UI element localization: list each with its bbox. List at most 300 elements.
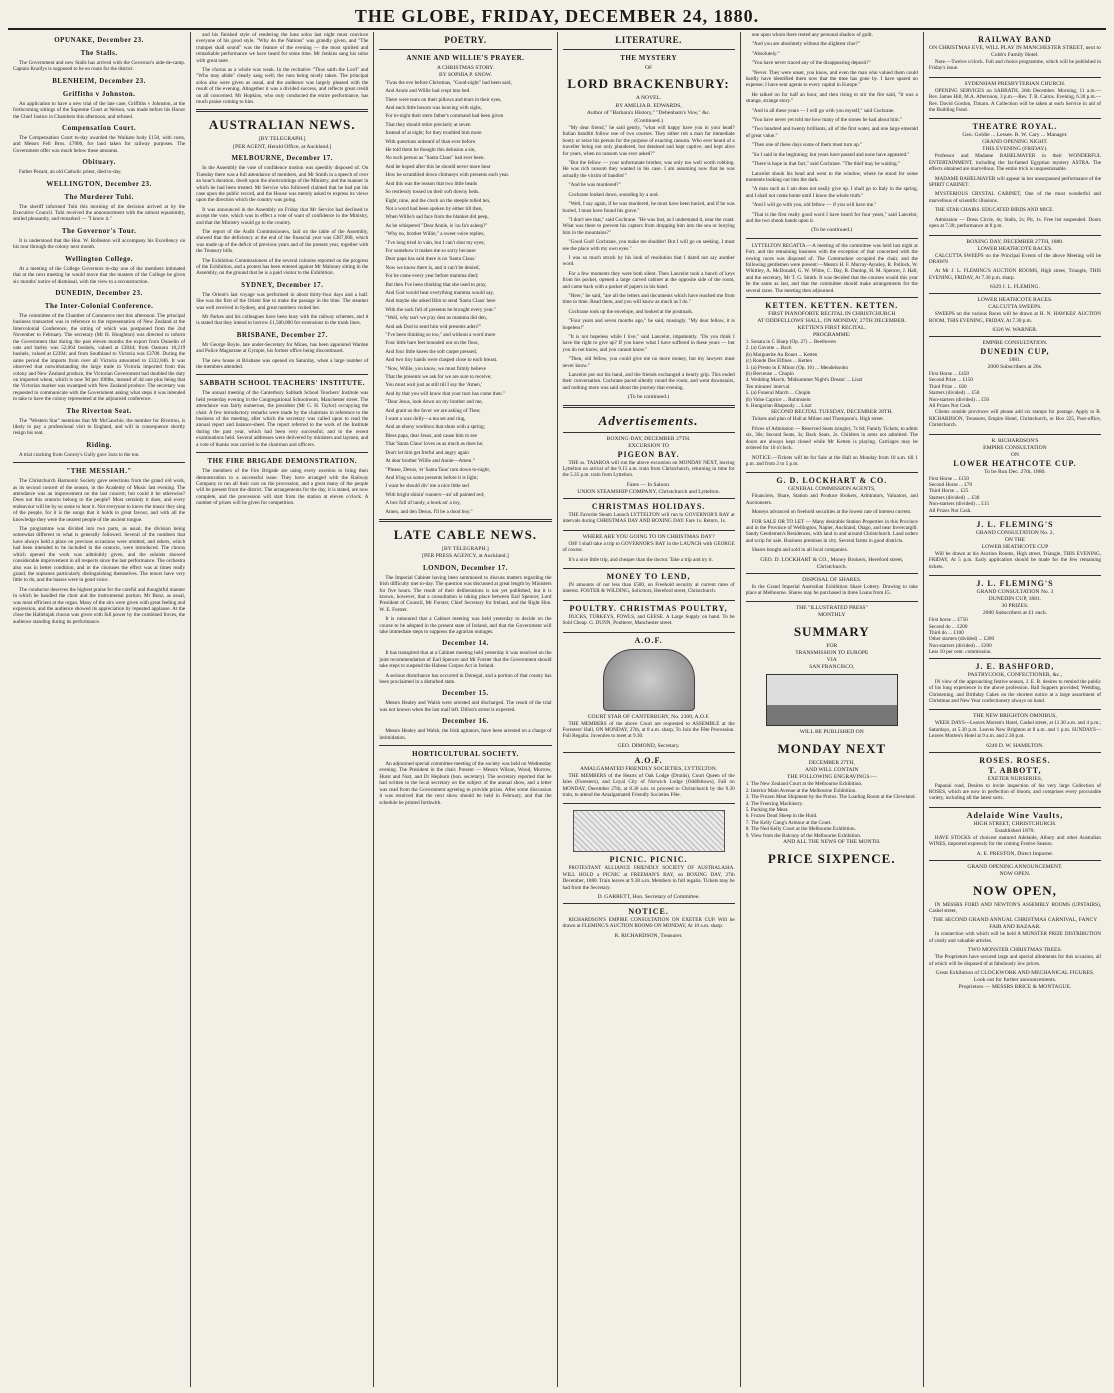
ad-line: COURT STAR OF CANTERBURY, No. 2300, A.O.F. [587, 713, 710, 720]
paragraph: The members of the Fire Brigade are using every exertion to bring their demonstration to a successful issue. They have arranged with the Railway Company to run all their cars on the procession, and a great many of the people will be present from the district. The arrangements for the day, it is stated, are now complete, and the procession will start from the station at eleven o'clock. A number of prizes will be given for competition. [196, 468, 369, 507]
column-1 [8, 32, 191, 1387]
subtitle: A NOVEL. [635, 95, 662, 102]
ad-line: Fares — In Saloon. [626, 481, 671, 488]
engravings-list [746, 781, 918, 839]
ad-line: KETTEN'S FIRST RECITAL. [797, 325, 866, 331]
paragraph: The Compensation Court to-day awarded the Waikato body £150, with costs, and Messrs Fell Bros. £7000, for land taken for railway purposes. The Government offer was much below these amounts. [13, 135, 186, 154]
ad-text: Admission — Dress Circle, 4s; Stalls, 2s; Pit, 1s. Free list suspended. Doors open at 7.30; performance at 8 p.m. [928, 216, 1102, 230]
section-title: LATE CABLE NEWS. [393, 526, 538, 542]
ad-line: GEO. DIMOND, Secretary. [617, 742, 680, 749]
ad-title: PICNIC. PICNIC. [609, 855, 688, 865]
ad-title: J. L. FLEMING'S [976, 520, 1054, 530]
prize-item: Second Horse ... £70 [928, 482, 973, 488]
continued-note: (To be continued.) [628, 394, 670, 401]
ad-line: DECEMBER 27TH, [808, 760, 855, 767]
column-6 [924, 32, 1106, 1387]
ad-title: THEATRE ROYAL. [972, 122, 1058, 132]
ad-fleming-no2 [929, 516, 1101, 575]
ad-line: EMPIRE CONSULTATION. [982, 339, 1048, 346]
prize-list [929, 371, 1101, 409]
paragraph: The programme was divided into two parts, as usual, the division being somewhat different to what is generally followed. Several of the numbers that have always held a place on previous occasions were omitted, and others, which had been intended to be included in the oratorio, were introduced. The chorus which opened the work was admirably given, and the soloists showed considerable improvement in all respects since the last performance. The orchestra also was in better condition, and in the choruses the effect was at times really grand, the sopranos particularly distinguishing themselves. The tenors have very little to do, and the basses were in good voice. [13, 526, 186, 584]
ads-heading: Advertisements. [598, 412, 699, 428]
ad-title: SUMMARY [793, 624, 870, 640]
paragraph: "That is the first really good word I have heard for four years," said Lancelot, and the two shook hands upon it. [745, 211, 918, 224]
ad-title: J. E. BASHFORD, [975, 661, 1055, 671]
ad-line: HIGH STREET, CHRISTCHURCH. [973, 820, 1057, 827]
divider [196, 109, 368, 112]
ad-line: 2000 Subscribers at 20s. [987, 363, 1043, 370]
poem-line: And maybe she asked Him to send 'Santa Claus' here [385, 298, 496, 305]
ad-aof [563, 632, 735, 752]
divider [563, 405, 735, 408]
ad-text: The Proprietors have secured large and special allotments for this occasion, all of which will be disposed of at fabulously low prices. [928, 954, 1102, 967]
subtitle: [PER AGENT, Herald Office, at Auckland.] [233, 143, 332, 150]
subtitle: [BY TELEGRAPH.] [258, 136, 306, 143]
paragraph: Lancelot shook his head and went to the window, where he stood for some moments looking out into the dark. [745, 170, 918, 183]
ad-title: THE NEW BRIGHTON OMNIBUS, [973, 713, 1057, 720]
subheading: The Riverton Seat. [66, 406, 132, 415]
ad-line: GENERAL COMMISSION AGENTS, [787, 486, 876, 493]
paragraph: A trial cracking from Conroy's Gully gave 3ozs to the ton. [19, 451, 140, 458]
programme-item: (b) Berceuse ... Chopin [745, 371, 794, 378]
continued-note: (Continued.) [634, 117, 663, 124]
ad-line: EXCURSION TO [628, 442, 669, 449]
divider [746, 238, 918, 239]
ad-text: IN amounts of not less than £500, on Freehold security at current rates of interest. FOSTER & WILDING, Solicitors, Hereford street, Christchurch. [562, 581, 735, 595]
ad-line: DUNEDIN CUP, 1881. [988, 596, 1042, 603]
paragraph: Lancelot put out his hand, and the friends exchanged a hearty grip. This ended their conversation. Cochrane paced silently round the room, and went downstairs, and nothing more was said about the journey that evening. [562, 372, 735, 391]
dateline: December 14. [442, 639, 489, 648]
ad-sydenham-church [929, 77, 1101, 119]
ad-title: LOWER HEATHCOTE RACES. [977, 297, 1053, 304]
ad-line: CALCUTTA SWEEPS. [988, 304, 1042, 311]
poem-line: "Now, Willie, you know, we must firmly believe [385, 365, 486, 372]
ad-fleming-no3 [929, 575, 1101, 657]
ad-line: Great Exhibition of CLOCKWORK AND MECHANICAL FIGURES. [935, 970, 1095, 976]
ad-line: FIRST PIANOFORTE RECITAL IN CHRISTCHURCH [768, 311, 896, 317]
programme-item: (b) Valse Caprice ... Rubinstein [745, 396, 811, 403]
subheading: The Murderer Tuhi. [64, 192, 134, 201]
ad-title: T. ABBOTT, [988, 765, 1042, 775]
ad-text: Prices of Admission — Reserved Seats (single), 7s 6d; Family Tickets, to admit six, 30s; Second Seats, 3s; Back Seats, 2s. Children in arms not admitted. The doors are always kept closed while Mr Ketten is playing. Carriages may be ordered for 10 o'clock. [745, 425, 918, 452]
poem-line: Not a word had been spoken by either till then, [385, 205, 483, 212]
divider [379, 745, 551, 746]
ad-line: BOXING DAY, DECEMBER 27TH, 1880. [966, 238, 1064, 245]
poem-line: "Dear Jesus, look down on my brother and me, [385, 399, 483, 406]
paragraph: Messrs Healey and Walsh, the Irish agitators, have been arrested on a charge of intimidation. [379, 728, 552, 741]
engraving-item: 1. The New Zealand Court at the Melbourne Exhibition. [745, 781, 863, 788]
serial-title: THE MYSTERY [620, 54, 677, 62]
paragraph: In the Assembly the vote of confidence motion was speedily disposed of. On Tuesday there was a full attendance of members, and Mr Smith in a speech of over an hour's duration, dwelt upon the shortcomings of the Ministry, and the manner in which he had been treated. Mr Service who followed claimed that he had put his case upon the public record, and the House was merely asked to express its views upon the direction which the country was going. [196, 165, 369, 204]
subheading: Wellington College. [65, 254, 133, 263]
engraving-item: 8. The Ned Kelly Court at the Melbourne Exhibition. [745, 826, 856, 833]
dateline: OPUNAKE, December 23. [54, 36, 144, 44]
dateline: December 16. [442, 717, 489, 726]
prize-item: Starters (divided) ... £30 [928, 494, 980, 501]
subheading: The Governor's Tour. [61, 226, 137, 235]
poem-line: And this was the reason that two little heads [385, 180, 477, 187]
poem-line: You must wait just as still till I say the 'Amen,' [385, 382, 482, 389]
ad-railway-band [929, 32, 1101, 77]
prize-item: First Horse ... £450 [928, 370, 969, 377]
paragraph: "And you are absolutely without the slightest clue?" [751, 41, 860, 48]
poem-line: There were tears on their pillows and tears in their eyes, [385, 96, 502, 103]
section-title: POETRY. [444, 35, 487, 45]
poem-line: With bright shinin' runners—an' all painted red; [385, 491, 485, 498]
ad-title: MONDAY NEXT [777, 741, 887, 757]
paragraph: "You have never traced any of the disappearing deposit?" [751, 60, 871, 67]
poem-line: When Willie's sad face from the blanket did peep, [385, 214, 489, 221]
poem-line: No such person as "Santa Claus" had ever been. [385, 155, 485, 162]
prize-item: Starters (divided) ... £50 [928, 390, 980, 397]
crest-illustration [603, 649, 695, 711]
prize-item: Second do ... £200 [928, 623, 968, 630]
poem-line: Amen, and den Desus, I'll be a dood boy." [385, 508, 473, 515]
dateline: LONDON, December 17. [422, 563, 508, 572]
subheading: The Inter-Colonial Conference. [44, 301, 154, 310]
poem-line: And Annie and Willie had crept into bed. [385, 88, 471, 95]
ad-amalgamated [563, 752, 735, 804]
byline: BY AMELIA B. EDWARDS, [615, 102, 682, 109]
ad-line: WILL BE PUBLISHED ON [799, 729, 864, 736]
ad-title: NOTICE. [628, 907, 669, 916]
ad-text: IN MESSRS FORD AND NEWTON'S ASSEMBLY ROOMS (UPSTAIRS), Cashel street, [928, 901, 1102, 914]
ad-title: A.O.F. [634, 755, 663, 765]
ad-title: RAILWAY BAND [978, 35, 1052, 44]
paragraph: The chorus as a whole was weak. In the recitative "Thus saith the Lord" and "Who may abide" clearly sang well; the runs being nicely taken. The principal solos also were given as usual, and the audience was largely pleased with the result of the evening. Altogether it was a divided success, and reflects great credit on all concerned. Mr Hopkins, who only conducted the entire performance, has much praise coming to him. [196, 67, 369, 106]
ad-heathcote-hawkes [929, 293, 1101, 336]
ad-title: KETTEN. KETTEN. KETTEN. [765, 301, 899, 310]
dateline: SYDNEY, December 17. [241, 280, 324, 289]
paragraph: "Never. They were unset, you know, and even the man who valued them could hardly have identified them now that the time has gone by. I have spared no expense; I have sent agents to every capital in Europe." [745, 69, 918, 89]
ad-christmas-holidays [563, 498, 735, 530]
paragraph: one upon whom there rested any personal shadow of guilt. [751, 32, 873, 38]
paragraph: "Good God! Cochrane, you make me shudder! But I will go on seeking. I must see the place with my own eyes." [562, 239, 735, 252]
engraving-item: 7. The Kelly Gang's Armour at the Court. [745, 819, 832, 826]
column-2 [191, 32, 374, 1387]
ad-line: PASTRYCOOK, CONFECTIONER, &c., [967, 671, 1063, 678]
ad-line: AND ALL THE NEWS OF THE MONTH. [783, 839, 881, 846]
poem-line: As he whispered "Dear Annie, is 'ou fa's asleep?" [385, 222, 488, 229]
paragraph: I was so much struck by his look of resolution that I dared not say another word. [562, 254, 735, 268]
paragraph: It is rumoured that a Cabinet meeting was held yesterday to decide on the course to be adopted in the present state of Ireland, and that the Government will take immediate steps to suppress the agrarian outrages. [379, 616, 552, 635]
ad-text: IN view of the approaching festive season, J. E. B. desires to remind the public of his long experience in the above profession. Ball Suppers provided; Wedding, Christening, and Birthday Cakes on the shortest notice at a large assortment of Christmas and New Year confectionery always on hand. [928, 678, 1102, 704]
prize-item: All Prizes Not Cash. [928, 402, 972, 409]
paragraph: The annual meeting of the Canterbury Sabbath School Teachers' Institute was held yesterday evening in the Congregational Schoolroom, Manchester street. The attendance was fairly numerous, the president (Mr G. H. Taylor) occupying the chair. A few introductory remarks were made by the chairman in reference to the business of the meeting, after which the secretary was called upon to read the annual report and balance-sheet. The report referred to the work of the Institute during the past year, which had been very successful, and to the recent examinations held. Several addresses were delivered by ministers and laymen, and a vote of thanks was carried to the chairman and officers. [196, 390, 369, 448]
ad-theatre-royal [929, 118, 1101, 234]
paragraph: "Two hundred and twenty brilliants, all of the first water, and one large emerald of great value." [745, 126, 918, 139]
dateline: DUNEDIN, December 23. [55, 288, 143, 297]
ad-bashford [929, 658, 1101, 710]
byline: BY SOPHIA P. SNOW. [438, 72, 492, 79]
ad-line: GRAND CONSULTATION No. 2, [975, 530, 1054, 537]
ad-title: ROSES. ROSES. [979, 755, 1051, 765]
engraving-item: 5. Packing the Meat. [745, 807, 789, 813]
ad-line: 6329 J. L. FLEMING. [989, 284, 1040, 291]
section-title: LITERATURE. [615, 35, 682, 45]
dateline: MELBOURNE, December 17. [231, 154, 334, 163]
ad-illustrated-press [746, 601, 918, 872]
section-title: AUSTRALIAN NEWS. [208, 117, 356, 133]
ad-text: Moneys advanced on freehold securities at the lowest rate of interest current. [751, 509, 912, 516]
paragraph: "And in all these years — I will go with you myself," said Cochrane. [751, 107, 895, 114]
ad-notice [563, 903, 735, 942]
ad-line: BOXING-DAY, DECEMBER 27TH. [606, 435, 691, 442]
poem-line: "Why no, brother Willie," a sweet voice replies, [385, 231, 485, 238]
ad-line: 1881. [1008, 356, 1022, 363]
ad-line: R. RICHARDSON, Treasurer. [614, 932, 683, 939]
ad-text: FOR SALE OR TO LET — Many desirable Station Properties in this Province and in the Province of Wellington, Napier, Auckland, Otago, and near Invercargill. Sandy Gentlemen's Residences, with land in and around Christchurch. Land orders and scrip for sale. Business premises in city. Several farms in good districts. [745, 518, 918, 544]
programme-item: 5. (a) Funeral March ... Chopin [745, 390, 811, 397]
ad-text: Shares bought and sold in all local companies. [751, 547, 848, 554]
ad-line: SAN FRANCISCO, [809, 664, 855, 671]
ad-text: Tickets and plan of Hall at Milner and Thompson's, High street. [751, 416, 885, 423]
paragraph: LYTTELTON REGATTA.—A meeting of the committee was held last night at Fort, and the remaining business with the exception of that concerned with the rowing races was disposed of. The Commodore occupied the chair, and the following gentlemen were present:—Messrs H. F. Murray-Aynsley, R. Pollock, W. Whittley, A. McDonald, G. W. White, C. Day, R. Dunlop, H. M. Spencer, J. Hall, and the secretary, Mr T. G. Smith. It was decided that the courses would this year be the same as last, and that the committee should make arrangements for the several races. The meeting then adjourned. [745, 242, 918, 294]
ad-line: GRAND CONSULTATION No. 3 [976, 589, 1054, 596]
paragraph: The Government and new Stalls has arrived with the Governor's aide-de-camp. Captain Knollys is supposed to be en route for the district. [13, 60, 186, 73]
ad-where-going [563, 530, 735, 568]
paragraph: Messrs Healey and Walsh were arrested and discharged. The result of the trial was not known when the last mail left. Dillon's arrest is expected. [379, 700, 552, 713]
ad-title: G. D. LOCKHART & CO. [776, 476, 888, 486]
ad-omnibus [929, 709, 1101, 751]
poem-line: I want he should div' me a nice little sed [385, 483, 469, 490]
engraving-item: 3. The Frozen Meat Shipment by the Protos. The Loading Room at the Cleveland. [745, 794, 916, 801]
prize-item: Less 10 per cent. commission. [928, 649, 992, 656]
poem-line: He told them he thought this delusion a sin, [385, 147, 476, 154]
ad-empire-dunedin [929, 336, 1101, 434]
poem-line: That the presents we ask for we are sure to receive; [385, 374, 492, 381]
poem-line: And God would hear everything mamma would say, [385, 289, 494, 296]
article-title: HORTICULTURAL SOCIETY. [412, 750, 519, 759]
poem-line: At dear brother Willie and Annie—Amen." [385, 458, 475, 465]
ad-text: RICHARDSON'S EMPIRE CONSULTATION ON EXETER CUP. Will be drawn at FLEMING'S AUCTION ROOMS ON MONDAY, At 10 a.m. sharp. [562, 917, 735, 930]
subheading: The Stalls. [80, 49, 118, 57]
ad-text: Note.—Twelve o'clock. Full and choice programme, which will be published in Friday's issue. [928, 59, 1102, 72]
column-5 [741, 32, 924, 1387]
ad-line: R. RICHARDSON'S [991, 437, 1039, 444]
ad-line: THE FOLLOWING ENGRAVINGS:— [786, 774, 877, 781]
ad-lockhart [746, 472, 918, 572]
subheading: Riding. [86, 440, 112, 449]
article-title: SABBATH SCHOOL TEACHERS' INSTITUTE. [199, 379, 365, 388]
ad-line: AMALGAMATED FRIENDLY SOCIETIES, LYTTELTON. [580, 765, 718, 772]
ad-title: NOW OPEN, [973, 882, 1057, 898]
ad-roses [929, 752, 1101, 807]
ad-text: Will be drawn at his Auction Rooms, High street, Triangle, THIS EVENING, FRIDAY, At 5 p.m. Early application should be made for the few remaining tickets. [928, 551, 1102, 570]
paragraph: "There is hope in that fact," said Cochrane. "The thief may be waiting." [751, 161, 901, 168]
poem-line: Don't let him get fretful and angry again [385, 449, 469, 456]
ad-text: HAVE STOCKS of choicest matured Adelaide, Albury and other Australian WINES, imported expressly for the coming Festive Season. [928, 834, 1102, 848]
ad-text: CALCUTTA SWEEPS on the Principal Events of the above Meeting will be DRAWN [928, 252, 1102, 265]
poem-line: Instead of at eight; for they troubled him more [385, 130, 482, 137]
ad-line: DISPOSAL OF SHARES. [802, 576, 862, 583]
poem-line: Eight, nine, and the clock on the steeple tolled ten, [385, 197, 491, 204]
paragraph: The Christchurch Harmonic Society gave selections from the grand old work, as its second concert of the season, in the Academy of Music last evening. The attendance was an improvement on the last concert; but could it be otherwise? Does not this oratorio belong to the people? Most certainly it does, and every endeavour will be by so some to hear it. Not everyone to know the music they sing of the people, for it is the songs that it holds in great favour, and with all the knowledge they were the nearest people of the ancient tongue. [13, 478, 186, 523]
column-4 [558, 32, 741, 1387]
ad-title: LOWER HEATHCOTE CUP. [953, 458, 1077, 468]
poem-line: And ask Dod to send him wid presents aden?" [385, 323, 482, 330]
paragraph: It is understood that the Hon. W. Rolleston will accompany his Excellency on his tour through the colony next month. [13, 237, 186, 251]
ad-line: GEO. D. LOCKHART & CO., Money Brokers, Hereford street, Christchurch. [760, 556, 904, 570]
byline: Author of "Barbara's History," "Debenham's Vow," &c. [586, 110, 711, 117]
programme-item: 2. (a) Gavotte ... Bach [745, 345, 792, 352]
ad-line: ON CHRISTMAS EVE, WILL PLAY IN MANCHESTER STREET, next to Cobb's Family Hotel. [929, 45, 1101, 58]
poem-line: Now we know there is, and it can't be denied, [385, 264, 480, 271]
programme-item: 6. Hungarian Rhapsody ... Liszt [745, 403, 812, 410]
paragraph: "My dear friend," he said gently, "what will happy have you in your head? Italian banditti follow one of two courses. They either rob a man for immediate booty or seize his person for the purpose of exacting ransom. Who ever heard of a traveller being not only plundered, but detained and kept captive, and kept alive for years, when no ransom was ever asked?" [562, 125, 735, 157]
ad-text: At Mr J. L. FLEMING'S AUCTION ROOMS, High street, Triangle, THIS EVENING, FRIDAY, At 7.30 p.m. sharp. [928, 268, 1102, 281]
prize-item: Third do ... £100 [928, 630, 964, 637]
ad-text: THE MEMBERS of the above Court are requested to ASSEMBLE at the Foresters' Hall, ON MONDAY, 27th, at 8 a.m. sharp, To Join the Fête Procession. Full Regalia. Juveniles to meet at 9.30. [562, 720, 735, 740]
subheading: Obituary. [82, 158, 116, 167]
ad-wine-vaults [929, 807, 1101, 860]
paragraph: "Four years and seven months ago," he said, musingly. "My dear fellow, it is hopeless!" [562, 318, 735, 331]
divider [13, 462, 185, 463]
paragraph: The report of the Audit Commissioners, laid on the table of the Assembly, showed that the deficiency at the end of the financial year was £387,000, which was made up of the deficit of previous years and of the present year, together with the Treasury bills. [196, 228, 369, 255]
paragraph: "Absolutely." [751, 50, 780, 57]
engraving-item: 6. Frozen Dead Sheep in the Hold. [745, 813, 818, 820]
programme-list [746, 339, 918, 409]
ad-text: MYSTERIOUS CRYSTAL CABINET, One of the most wonderful and marvellous of scientific illusions. [928, 191, 1102, 204]
paragraph: The "Western Star" mentions that Mr McGauchie, the member for Riverton, is likely to pay a professional visit to England, and will in consequence shortly resign his seat. [13, 417, 186, 437]
paragraph: It was announced in the Assembly on Friday that Mr Service had declined to accept the vote, which was in effect a vote of want of confidence in the Ministry, and that the Ministry would go to the country. [196, 206, 369, 226]
poem-line: So restlessly tossed on their soft downy beds. [385, 189, 480, 196]
subheading: Compensation Court. [62, 124, 137, 133]
divider [196, 374, 368, 375]
ad-title: PIGEON BAY. [617, 449, 680, 459]
subtitle: [PER PRESS AGENCY, at Auckland.] [422, 553, 509, 560]
divider [196, 452, 368, 453]
engraving-item: 9. View from the Balcony of the Melbourne Exhibition. [745, 832, 862, 839]
ad-title: SYDENHAM PRESBYTERIAN CHURCH. [964, 80, 1066, 87]
poem-line: For somehow it makes me so sorry because [385, 247, 476, 254]
paragraph: "A man such as I am does not easily give up. I shall go to Italy in the spring, and I shall not come home until I know the whole truth." [745, 186, 918, 199]
ad-text: THE ss. TAIAROA will run the above excursion on MONDAY NEXT, leaving Lyttelton on arrival of the 9.15 a.m. train from Christchurch, returning in time for the 5.35 p.m. train from Lyttelton. [562, 459, 735, 479]
ad-title: J. L. FLEMING'S [976, 579, 1054, 589]
ad-text: THE STAR CHAIRS. EDUCATED BIRDS AND MICE. [934, 207, 1054, 214]
paragraph: The Imperial Cabinet having been summoned to discuss matters regarding the Irish difficulty met to-day. The question was discussed at great length by Ministers for five hours. The result of their deliberations is not yet published, but it is known, however, that a consultation is taking place between Earl Spencer, Lord President of Council, Mr Forster, Chief Secretary for Ireland, and the Right Hon. W. E. Forster. [379, 574, 552, 613]
dateline: BLENHEIM, December 23. [52, 76, 146, 85]
ad-line: ON THE [1004, 537, 1026, 544]
ad-title: WHERE ARE YOU GOING TO ON CHRISTMAS DAY? [582, 533, 715, 540]
ad-text: WEEK DAYS—Leaves Morten's Hotel, Cashel street, at 11.30 a.m. and 4 p.m.; Saturdays, at 5.30 p.m. Leaves New Brighton at 8 a.m. and 1 p.m. SUNDAYS—Leaves Morten's Hotel at 9 a.m. and 2.30 p.m. [928, 720, 1102, 740]
prize-item: Non-starters (divided) ... £200 [928, 642, 992, 649]
article-title: "THE MESSIAH." [66, 467, 132, 476]
paragraph: A serious disturbance has occurred in Donegal, and a portion of that county has been proclaimed in a disturbed state. [379, 672, 552, 686]
prize-item: All Prizes Not Cash. [928, 507, 972, 514]
paragraph: "So I said in the beginning; but years have passed and none have appeared." [751, 151, 910, 158]
paragraph: "Well, I say again, if he was murdered, he must have been buried, and if he was buried, I must have found his grave." [562, 201, 735, 214]
poem-line: I want a wax dolly—a tea set and ring, [385, 416, 466, 423]
ad-line: 6240 D. W. HAMILTON. [986, 742, 1044, 749]
prize-item: Other starters (divided) ... £200 [928, 636, 995, 643]
ad-line: MONTHLY [818, 612, 846, 619]
ad-text: DUCKS, TURKEYS, FOWLS, and GEESE. A Large Supply on hand. To be Sold Cheap. G. DUNN, Poulterer, Manchester street. [562, 613, 735, 627]
ad-title: LOWER HEATHCOTE RACES. [977, 245, 1053, 252]
ad-text: Professor and Madame BAHELMAYER in their WONDERFUL ENTERTAINMENT, including the far-famed Egyptian mystery ASTRA. The effects obtained are marvellous. The entire trick is unquestionable. [928, 153, 1102, 173]
programme-item: (c) Ronde Des Elfines ... Ketten [745, 358, 812, 365]
ad-line: THE "ILLUSTRATED PRESS" [795, 605, 868, 612]
ad-picnic [563, 803, 735, 903]
paragraph: "And I will go with you, old fellow — if you will have me." [751, 202, 877, 209]
engraving-item: 2. Interior Main Avenue at the Melbourne Exhibition. [745, 787, 857, 794]
programme-item: 1. Sonata in C Sharp (Op. 27) ... Beethoven [745, 339, 837, 345]
poem-line: How he scrambled down chimneys with presents each year. [385, 172, 510, 179]
poem-line: But then I've been thinking that she used to pray, [385, 281, 487, 288]
prize-item: Non-starters (divided) ... £15 [928, 501, 990, 508]
ad-line: EMPIRE CONSULTATION [983, 444, 1047, 451]
poem-line: Dear papa has said there is no 'Santa Claus.' [385, 256, 477, 263]
ad-title: CHRISTMAS HOLIDAYS. [591, 501, 706, 511]
ad-text: In the Grand Imperial Australian Exhibition Share Lottery. Drawing to take place at Melbourne. Shares may be purchased in three Loans from £5. [745, 583, 918, 596]
paragraph: At a meeting of the College Governors to-day one of the members intimated that at the next meeting he would move that the masters of the College be given six months' notice of dismissal, with the view to a reconstruction. [13, 265, 186, 285]
ad-shares [746, 573, 918, 602]
ad-line: AND WILL CONTAIN [805, 767, 859, 774]
ad-text: Papanui road, Desires to invite inspection of his very large Collection of ROSES, which are now in perfection of bloom, and comprises every procurable variety, including all the latest sorts. [928, 782, 1102, 802]
ad-line: TRANSMISSION TO EUROPE [795, 650, 869, 657]
poem-line: That they should retire precisely at seven [385, 121, 471, 128]
ad-line: Proprietors — MESSRS BRICE & MONTAGUE. [958, 984, 1072, 990]
column-3 [374, 32, 557, 1387]
programme-item: 4. Wedding March, 'Midsummer Night's Dream' ... Liszt [745, 377, 863, 384]
ad-line: 30 PRIZES. [1001, 603, 1029, 610]
paragraph: For a few moments they were both silent. Then Lancelot took a bunch of keys from his pocket, opened a large carved cabinet at the opposite side of the room, and came back with a packet of papers in his hand. [562, 270, 735, 290]
prize-item: Third Horse ... £25 [928, 488, 969, 495]
paragraph: "Then, old fellow, you could give me no more money, but my lawyers must never know." [562, 356, 735, 369]
ad-title: POULTRY. CHRISTMAS POULTRY, [569, 603, 728, 613]
dateline: BRISBANE, December 27. [236, 330, 328, 339]
subtitle: A CHRISTMAS STORY. [436, 65, 494, 71]
programme-item: Ten minutes' interval. [745, 383, 791, 390]
ad-text: PROTESTANT ALLIANCE FRIENDLY SOCIETY OF AUSTRALASIA. WILL HOLD a PICNIC at FREEMAN'S BAY, on BOXING DAY, 27th December, 1880. Train leaves at 9.30 a.m. Members in full regalia. Tickets may be had from the Secretary. [562, 865, 735, 891]
poem-title: ANNIE AND WILLIE'S PRAYER. [406, 54, 525, 62]
paragraph: "And he was murdered?" [568, 182, 621, 189]
columns [8, 32, 1106, 1387]
subheading: Griffiths v Johnston. [62, 89, 136, 98]
ad-line: FOR [826, 643, 838, 650]
ad-line: THIS EVENING (FRIDAY). [982, 146, 1048, 153]
paragraph: "You have never yet told me how many of the stones he had about him." [751, 117, 902, 124]
paragraph: Father Pezant, an old Catholic priest, died to-day. [19, 169, 122, 176]
ad-line: EXETER NURSERIES, [987, 775, 1043, 782]
paragraph: Mr Parkes and his colleagues have been busy with the railway schemes, and it is stated that they intend to borrow £1,500,000 for extensions to the trunk lines. [196, 314, 369, 327]
divider [379, 49, 551, 50]
paragraph: The Orient's last voyage was performed in about thirty-four days and a half. She was the first of the Orient line to make the passage in the time. The steamer was well received in Sydney, and great numbers visited her. [196, 291, 369, 311]
paragraph: He talked on for half an hour, and then rising to stir the fire said, "It was a strange, strange story." [745, 91, 918, 105]
ad-line: To be Run Dec. 27th, 1880. [984, 468, 1046, 475]
prize-item: First Horse ... £150 [928, 475, 969, 482]
ad-text: OPENING SERVICES on SABBATH, 26th December. Morning, 11 a.m.—Rev. James Hill, M.A. Afternoon, 3 p.m.—Rev. T. R. Cairns. Evening, 6.30 p.m.—Rev. David Gordon, Timaru. A Collection will be taken at each Service in aid of the Building Fund. [928, 87, 1102, 114]
poem-line: With questions unheard of than ever before. [385, 138, 477, 145]
ad-line: VIA [826, 657, 837, 664]
ad-excursion [563, 432, 735, 498]
paragraph: and his finished style of rendering the bass solos last night must convince everyone of his good style. "Why do the Nations" was grandly given, and "The trumpet shall sound" was the feature of the evening — the most spirited and remarkable performance we have heard for some time. Mr Jenkins sang his solos with great taste. [196, 32, 369, 64]
poem-line: And two tiny hands were clasped close to each breast. [385, 357, 498, 364]
ad-title: PRICE SIXPENCE. [767, 851, 896, 867]
poem-line: Bless papa, dear Jesus, and cause him to see [385, 432, 477, 439]
ad-title: MONEY TO LEND, [606, 571, 691, 581]
divider [379, 519, 551, 522]
serial-of: OF [645, 65, 653, 71]
ad-line: GRAND OPENING ANNOUNCEMENT. [967, 863, 1063, 870]
paragraph: An adjourned special committee meeting of the society was held on Wednesday evening. The President in the chair. Present — Messrs Wilson, Wood, Morrow, Hurst and Nott, and Dr Hepburn (hon. secretary). The secretary reported that he had written to the local secretary on the subject of the annual show, and a letter was read from the Government agreeing to provide prizes. After some discussion it was resolved that the next show should be held in February, and that the schedule be printed forthwith. [379, 761, 552, 806]
continued-note: (To be continued.) [811, 227, 853, 234]
ad-text: MADAME BAHELMAYER will appear in her unsurpassed performance of the SPIRIT CABINET. [928, 175, 1102, 189]
subtitle: [BY TELEGRAPH.] [442, 545, 489, 552]
poem-line: That 'Santa Claus' loves us as much as does he; [385, 441, 484, 448]
ad-text: THE MEMBERS of the Hearts of Oak Lodge (Druids), Court Queen of the Isles (Foresters), and Loyal City of Norwich Lodge (Oddfellows), Fall on MONDAY, December 27th, at 8.30 a.m. to proceed to Christchurch by the 9.30 train, to attend the Amalgamated Friendly Societies Fête. [562, 772, 735, 798]
ad-text: SWEEPS on the various Races will be drawn at H. N. HAWKES' AUCTION ROOM, THIS EVENING, FRIDAY, At 7.30 p.m. [928, 311, 1102, 324]
